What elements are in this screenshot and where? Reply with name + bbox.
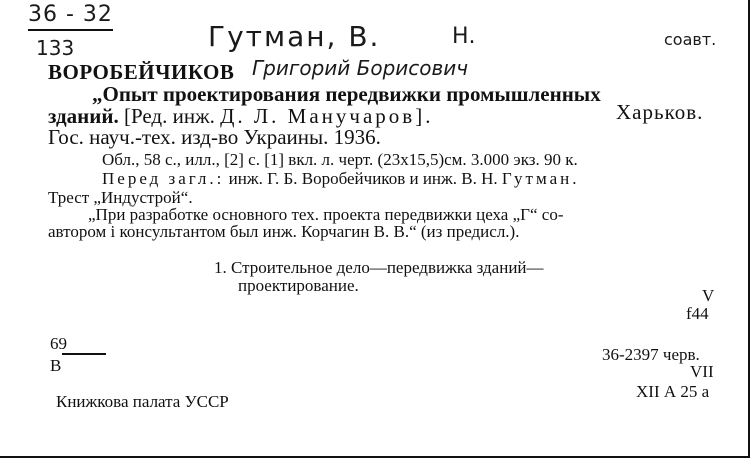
title-line-1: „Опыт проектирования передвижки промышленных <box>92 82 601 106</box>
editor-label: [Ред. инж. <box>123 104 215 128</box>
left-letter: В <box>50 356 62 375</box>
note-coauthor-name: Гутман. <box>501 169 580 188</box>
handwritten-code-top: 36 - 32 <box>28 2 113 31</box>
shelf-mark-v: V <box>702 286 715 305</box>
publisher-line: Гос. науч.-тех. изд-во Украины. 1936. <box>48 125 381 149</box>
note-line-1 <box>102 169 580 189</box>
shelf-mark-f44: f44 <box>686 304 709 323</box>
subject-line-1: 1. Строительное дело—передвижка зданий— <box>214 258 544 277</box>
note-lead: Перед загл.: <box>102 169 225 188</box>
title-end: зданий. <box>48 104 119 128</box>
registration-number: 36-2397 черв. <box>602 345 700 364</box>
left-fraction-rule <box>62 353 106 355</box>
author-surname: ВОРОБЕЙЧИКОВ <box>48 60 235 84</box>
handwritten-author-given-names: Григорий Борисович <box>252 56 469 80</box>
subject-line-2: проектирование. <box>238 276 359 295</box>
handwritten-initial: Н. <box>452 24 476 49</box>
quote-line-2: автором і консультантом был инж. Корчагин В. В.“ (из предисл.). <box>48 222 520 241</box>
registration-code: XII А 25 а <box>636 382 710 401</box>
publication-city: Харьков. <box>616 100 704 124</box>
handwritten-coauthor-name: Гутман, В. <box>208 20 381 53</box>
registration-roman: VII <box>690 362 714 381</box>
left-number: 69 <box>50 334 67 353</box>
quote-line-1: „При разработке основного тех. проекта передвижки цеха „Г“ со- <box>88 205 564 224</box>
editor-name: Д. Л. Манучаров]. <box>220 104 434 128</box>
note-authors: инж. Г. Б. Воробейчиков и инж. В. Н. <box>228 169 498 188</box>
handwritten-code-bottom: 133 <box>36 36 75 60</box>
physical-description: Обл., 58 с., илл., [2] с. [1] вкл. л. черт. (23x15,5)см. 3.000 экз. 90 к. <box>102 150 578 169</box>
handwritten-coauthor-mark: соавт. <box>664 30 717 49</box>
footer-publisher: Книжкова палата УССР <box>56 392 229 411</box>
trust-line: Трест „Индустрой“. <box>48 188 193 207</box>
